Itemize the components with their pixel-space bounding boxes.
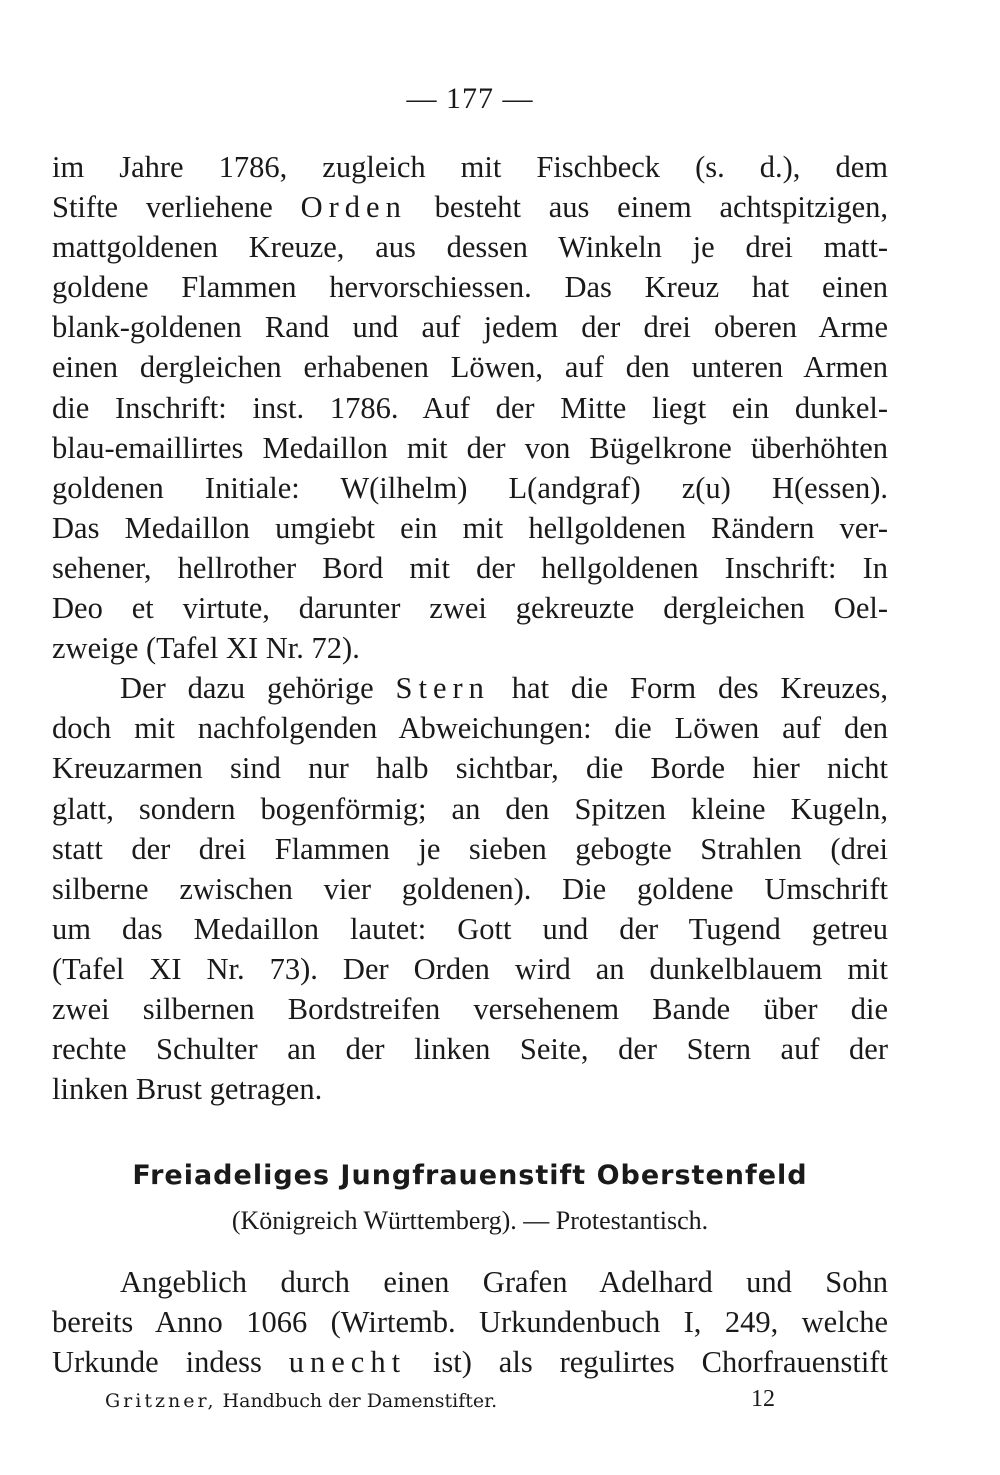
text-line: Deo et virtute, darunter zwei gekreuzte dergleichen Oel- [52, 591, 888, 626]
text-line: statt der drei Flammen je sieben gebogte Strahlen (drei [52, 831, 888, 866]
section-subtitle: (Königreich Württemberg). — Protestantisch. [231, 1206, 709, 1235]
text-run: Urkunde indess [52, 1345, 289, 1380]
main-text [52, 147, 888, 1109]
text-line: goldenen Initiale: W(ilhelm) L(andgraf) z(u) H(essen). [52, 470, 888, 505]
text-line: zweige (Tafel XI Nr. 72). [52, 631, 360, 666]
text-line: Das Medaillon umgiebt ein mit hellgoldenen Rändern ver- [52, 510, 888, 545]
text-line [52, 668, 888, 708]
text-line: mattgoldenen Kreuze, aus dessen Winkeln je drei matt- [52, 230, 888, 265]
text-run: besteht aus einem achtspitzigen, [406, 190, 888, 225]
text-line: glatt, sondern bogenförmig; an den Spitzen kleine Kugeln, [52, 791, 888, 826]
text-line: blau-emaillirtes Medaillon mit der von Bügelkrone überhöhten [52, 430, 888, 465]
text-line: zwei silbernen Bordstreifen versehenem Bande über die [52, 991, 888, 1026]
text-line: blank-goldenen Rand und auf jedem der drei oberen Arme [52, 310, 888, 345]
paragraph-star-description [52, 668, 888, 1109]
spaced-emphasis: Stern [395, 671, 490, 706]
section-title: Freiadeliges Jungfrauenstift Oberstenfeld [132, 1160, 808, 1191]
text-line: linken Brust getragen. [52, 1072, 323, 1107]
text-line: um das Medaillon lautet: Gott und der Tugend getreu [52, 911, 888, 946]
text-line: (Tafel XI Nr. 73). Der Orden wird an dunkelblauem mit [52, 951, 888, 986]
text-line: doch mit nachfolgenden Abweichungen: die Löwen auf den [52, 711, 888, 746]
page-footer [105, 1386, 775, 1412]
text-line: sehener, hellrother Bord mit der hellgoldenen Inschrift: In [52, 550, 888, 585]
text-line: Kreuzarmen sind nur halb sichtbar, die Borde hier nicht [52, 751, 888, 786]
footer-book-title: Handbuch der Damenstifter. [222, 1390, 498, 1412]
signature-mark: 12 [751, 1386, 775, 1412]
section-paragraph [52, 1262, 888, 1382]
text-line [52, 1342, 888, 1382]
text-line: die Inschrift: inst. 1786. Auf der Mitte liegt ein dunkel- [52, 390, 888, 425]
text-line: einen dergleichen erhabenen Löwen, auf den unteren Armen [52, 350, 888, 385]
text-line: im Jahre 1786, zugleich mit Fischbeck (s. d.), dem [52, 150, 888, 184]
spaced-emphasis: Orden [300, 190, 407, 225]
text-line: bereits Anno 1066 (Wirtemb. Urkundenbuch I, 249, welche [52, 1305, 888, 1340]
footer-author: Gritzner, [105, 1390, 217, 1412]
text-line: rechte Schulter an der linken Seite, der Stern auf der [52, 1032, 888, 1067]
spaced-emphasis: unecht [288, 1345, 407, 1380]
text-run: Stifte verliehene [52, 190, 301, 225]
text-line: Angeblich durch einen Grafen Adelhard und Sohn [120, 1265, 888, 1299]
text-run: Der dazu gehörige [120, 671, 396, 706]
paragraph-order-description [52, 147, 888, 668]
text-run: hat die Form des Kreuzes, [489, 671, 888, 706]
text-line [52, 187, 888, 227]
text-run: ist) als regulirtes Chorfrauenstift [406, 1345, 888, 1380]
page-number: — 177 — [406, 82, 534, 115]
text-line: silberne zwischen vier goldenen). Die goldene Umschrift [52, 871, 888, 906]
text-line: goldene Flammen hervorschiessen. Das Kreuz hat einen [52, 270, 888, 305]
